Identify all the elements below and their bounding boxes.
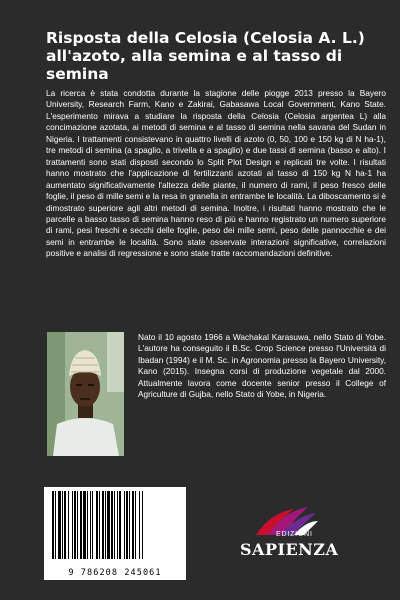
publisher-prefix: EDIZIONI <box>276 531 313 538</box>
author-photo <box>47 332 124 456</box>
publisher-name: SAPIENZA <box>240 540 339 559</box>
book-title: Risposta della Celosia (Celosia A. L.) all'azoto, alla semina e al tasso di semina <box>46 29 365 83</box>
isbn-barcode <box>44 487 186 580</box>
author-biography: Nato il 10 agosto 1966 a Wachakal Karasuwa, nello Stato di Yobe. L'autore ha conseguito il B.Sc. Crop Science presso l'Università di Ibadan (1994) e il M. Sc. in Agronomia presso la Bayero University, Kano (2015). Insegna corsi di produzione vegetale dal 2000. Attualmente lavora come docente senior presso il College of Agriculture di Gujba, nello Stato di Yobe, in Nigeria. <box>138 332 386 400</box>
publisher-logo <box>236 505 346 575</box>
isbn-digits: 9 786208 245061 <box>68 568 162 578</box>
barcode-bars <box>50 491 180 561</box>
author-portrait-image <box>47 332 124 456</box>
book-abstract: La ricerca è stata condotta durante la stagione delle piogge 2013 presso la Bayero University, Research Farm, Kano e Zakirai, Gabasawa Local Government, Kano State. L'esperimento mirava a studiare la risposta della Celosia (Celosia argentea L) alla concimazione azotata, ai metodi di semina e al tasso di semina nella savana del Sudan in Nigeria. I trattamenti consistevano in quattro livelli di azoto (0, 50, 100 e 150 kg di N ha-1), tre metodi di semina (a spaglio, a trivella e a spaglio) e due tassi di semina (basso e alto). I trattamenti sono stati disposti secondo lo Split Plot Design e replicati tre volte. I risultati hanno mostrato che l'applicazione di fertilizzanti azotati al tasso di 150 kg N ha-1 ha aumentato significativamente l'altezza delle piante, il numero di rami, il peso fresco delle foglie, il peso di mille semi e la resa in granella in entrambe le località. La diboscamento si è dimostrato superiore agli altri metodi di semina. Inoltre, i risultati hanno mostrato che le parcelle a basso tasso di semina hanno reso di più e hanno registrato un numero superiore di rami, pesi freschi e secchi delle foglie, peso dei mille semi, peso delle pannocchie e dei semi in entrambe le località. Sono state osservate interazioni significative, correlazioni positive e analisi di regressione e sono state tratte raccomandazioni definitive. <box>46 88 386 259</box>
